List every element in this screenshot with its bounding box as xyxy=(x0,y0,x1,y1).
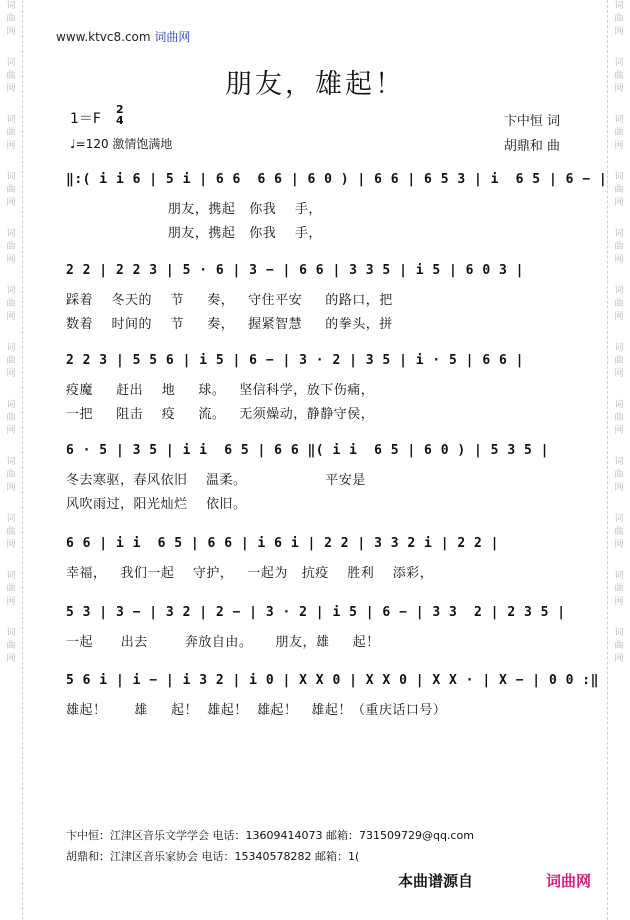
watermark-glyph: 曲 xyxy=(614,527,624,537)
watermark-glyph: 曲 xyxy=(6,128,16,138)
watermark-unit xyxy=(614,0,623,39)
watermark-unit xyxy=(6,114,15,153)
notation-line: 2 2 3 | 5 5 6 | i 5 | 6 − | 3 · 2 | 3 5 | i · 5 | 6 6 | xyxy=(66,353,524,368)
watermark-glyph: 词 xyxy=(6,1,16,11)
watermark-glyph: 曲 xyxy=(614,470,624,480)
watermark-glyph: 词 xyxy=(614,115,624,125)
watermark-glyph: 词 xyxy=(6,286,16,296)
watermark-glyph: 网 xyxy=(6,426,16,436)
watermark-unit xyxy=(614,342,623,381)
watermark-unit xyxy=(614,285,623,324)
watermark-glyph: 词 xyxy=(614,457,624,467)
lyric-line: 朋友，携起 你我 手， xyxy=(66,226,322,241)
watermark-unit xyxy=(6,513,15,552)
watermark-unit xyxy=(614,513,623,552)
watermark-glyph: 网 xyxy=(6,141,16,151)
watermark-glyph: 曲 xyxy=(6,641,16,651)
watermark-glyph: 网 xyxy=(614,369,624,379)
watermark-glyph: 词 xyxy=(614,172,624,182)
watermark-glyph: 词 xyxy=(614,571,624,581)
footer-composer-contact: 胡鼎和：江津区音乐家协会 电话：15340578282 邮箱：1( xyxy=(66,850,360,863)
watermark-glyph: 词 xyxy=(6,172,16,182)
watermark-glyph: 词 xyxy=(6,628,16,638)
watermark-glyph: 网 xyxy=(614,597,624,607)
watermark-glyph: 曲 xyxy=(614,128,624,138)
lyric-line: 幸福， 我们一起 守护， 一起为 抗疫 胜利 添彩， xyxy=(66,566,434,581)
watermark-unit xyxy=(614,627,623,666)
watermark-glyph: 网 xyxy=(6,483,16,493)
tempo-marking: ♩=120 激情饱满地 xyxy=(70,137,173,151)
notation-line: 6 · 5 | 3 5 | i i 6 5 | 6 6 ‖( i i 6 5 | 6 0 ) | 5 3 5 | xyxy=(66,443,549,458)
watermark-glyph: 曲 xyxy=(614,641,624,651)
watermark-glyph: 曲 xyxy=(6,527,16,537)
watermark-glyph: 词 xyxy=(614,514,624,524)
watermark-glyph: 网 xyxy=(614,27,624,37)
watermark-unit xyxy=(6,285,15,324)
watermark-glyph: 曲 xyxy=(614,71,624,81)
lyric-line: 一起 出去 奔放自由。 朋友，雄 起！ xyxy=(66,635,380,650)
watermark-unit xyxy=(6,342,15,381)
notation-line: 2 2 | 2 2 3 | 5 · 6 | 3 − | 6 6 | 3 3 5 | i 5 | 6 0 3 | xyxy=(66,263,524,278)
lyric-line: 冬去寒驱，春风依旧 温柔。 平安是 xyxy=(66,473,366,488)
watermark-glyph: 词 xyxy=(6,58,16,68)
watermark-glyph: 曲 xyxy=(6,185,16,195)
watermark-glyph: 曲 xyxy=(6,356,16,366)
watermark-glyph: 网 xyxy=(6,27,16,37)
watermark-glyph: 词 xyxy=(6,514,16,524)
watermark-glyph: 曲 xyxy=(614,299,624,309)
site-url[interactable]: www.ktvc8.com 词曲网 xyxy=(56,30,191,44)
watermark-unit xyxy=(6,399,15,438)
lyric-line: 一把 阻击 疫 流。 无须燥动，静静守侯， xyxy=(66,407,375,422)
watermark-glyph: 词 xyxy=(614,1,624,11)
lyric-line: 风吹雨过，阳光灿烂 依旧。 xyxy=(66,497,247,512)
watermark-glyph: 网 xyxy=(6,369,16,379)
lyric-line: 朋友，携起 你我 手， xyxy=(66,202,322,217)
watermark-glyph: 词 xyxy=(614,343,624,353)
source-site-link[interactable]: 词曲网 xyxy=(546,872,592,890)
watermark-glyph: 曲 xyxy=(6,71,16,81)
watermark-glyph: 曲 xyxy=(6,299,16,309)
right-watermark-strip xyxy=(607,0,630,920)
watermark-unit xyxy=(6,228,15,267)
watermark-glyph: 词 xyxy=(6,457,16,467)
watermark-unit xyxy=(614,399,623,438)
watermark-glyph: 曲 xyxy=(614,242,624,252)
lyric-line: 雄起！ 雄 起！ 雄起！ 雄起！ 雄起！（重庆话口号） xyxy=(66,703,447,718)
watermark-glyph: 网 xyxy=(614,426,624,436)
watermark-unit xyxy=(614,456,623,495)
watermark-glyph: 网 xyxy=(6,312,16,322)
lyric-line: 疫魔 赶出 地 球。 坚信科学，放下伤痛， xyxy=(66,383,375,398)
watermark-glyph: 网 xyxy=(6,198,16,208)
watermark-glyph: 曲 xyxy=(614,14,624,24)
lyric-line: 数着 时间的 节 奏， 握紧智慧 的拳头，拼 xyxy=(66,317,393,332)
song-title: 朋友，雄起！ xyxy=(225,69,405,100)
watermark-glyph: 网 xyxy=(614,654,624,664)
notation-line: 6 6 | i i 6 5 | 6 6 | i 6 i | 2 2 | 3 3 2 i | 2 2 | xyxy=(66,536,499,551)
watermark-glyph: 曲 xyxy=(6,413,16,423)
watermark-glyph: 网 xyxy=(6,255,16,265)
watermark-glyph: 网 xyxy=(614,84,624,94)
watermark-glyph: 网 xyxy=(614,312,624,322)
watermark-unit xyxy=(6,570,15,609)
watermark-glyph: 词 xyxy=(614,400,624,410)
watermark-unit xyxy=(6,0,15,39)
watermark-unit xyxy=(614,228,623,267)
time-signature: 2 4 xyxy=(116,103,124,127)
watermark-unit xyxy=(614,570,623,609)
watermark-glyph: 网 xyxy=(614,141,624,151)
watermark-glyph: 词 xyxy=(6,343,16,353)
watermark-glyph: 词 xyxy=(614,58,624,68)
watermark-glyph: 词 xyxy=(614,229,624,239)
watermark-glyph: 网 xyxy=(6,84,16,94)
watermark-glyph: 曲 xyxy=(6,242,16,252)
watermark-glyph: 词 xyxy=(614,628,624,638)
watermark-glyph: 曲 xyxy=(614,356,624,366)
watermark-unit xyxy=(614,114,623,153)
watermark-glyph: 网 xyxy=(614,540,624,550)
watermark-glyph: 网 xyxy=(6,654,16,664)
watermark-glyph: 网 xyxy=(614,255,624,265)
watermark-glyph: 网 xyxy=(614,198,624,208)
key-signature: 1＝F xyxy=(70,111,101,127)
left-watermark-strip xyxy=(0,0,23,920)
watermark-glyph: 词 xyxy=(6,115,16,125)
watermark-glyph: 词 xyxy=(6,571,16,581)
watermark-glyph: 网 xyxy=(6,540,16,550)
watermark-glyph: 曲 xyxy=(614,185,624,195)
notation-line: 5 3 | 3 − | 3 2 | 2 − | 3 · 2 | i 5 | 6 − | 3 3 2 | 2 3 5 | xyxy=(66,605,566,620)
watermark-unit xyxy=(6,171,15,210)
watermark-glyph: 曲 xyxy=(614,584,624,594)
watermark-glyph: 词 xyxy=(614,286,624,296)
footer-lyricist-contact: 卞中恒：江津区音乐文学学会 电话：13609414073 邮箱：731509729@qq.com xyxy=(66,829,474,842)
watermark-glyph: 曲 xyxy=(6,584,16,594)
lyric-line: 踩着 冬天的 节 奏， 守住平安 的路口，把 xyxy=(66,293,393,308)
watermark-glyph: 词 xyxy=(6,400,16,410)
watermark-glyph: 曲 xyxy=(6,470,16,480)
watermark-glyph: 曲 xyxy=(6,14,16,24)
watermark-unit xyxy=(6,627,15,666)
watermark-glyph: 曲 xyxy=(614,413,624,423)
lyricist-credit: 卞中恒 词 xyxy=(503,114,560,129)
watermark-unit xyxy=(614,171,623,210)
watermark-glyph: 网 xyxy=(6,597,16,607)
source-label: 本曲谱源自 xyxy=(398,872,474,890)
watermark-unit xyxy=(6,456,15,495)
watermark-glyph: 词 xyxy=(6,229,16,239)
notation-line: 5 6 i | i − | i 3 2 | i 0 | X X 0 | X X 0 | X X · | X − | 0 0 :‖ xyxy=(66,673,599,688)
composer-credit: 胡鼎和 曲 xyxy=(503,139,560,154)
watermark-glyph: 网 xyxy=(614,483,624,493)
notation-line: ‖:( i i 6 | 5 i | 6 6 6 6 | 6 0 ) | 6 6 | 6 5 3 | i 6 5 | 6 − | xyxy=(66,172,608,187)
